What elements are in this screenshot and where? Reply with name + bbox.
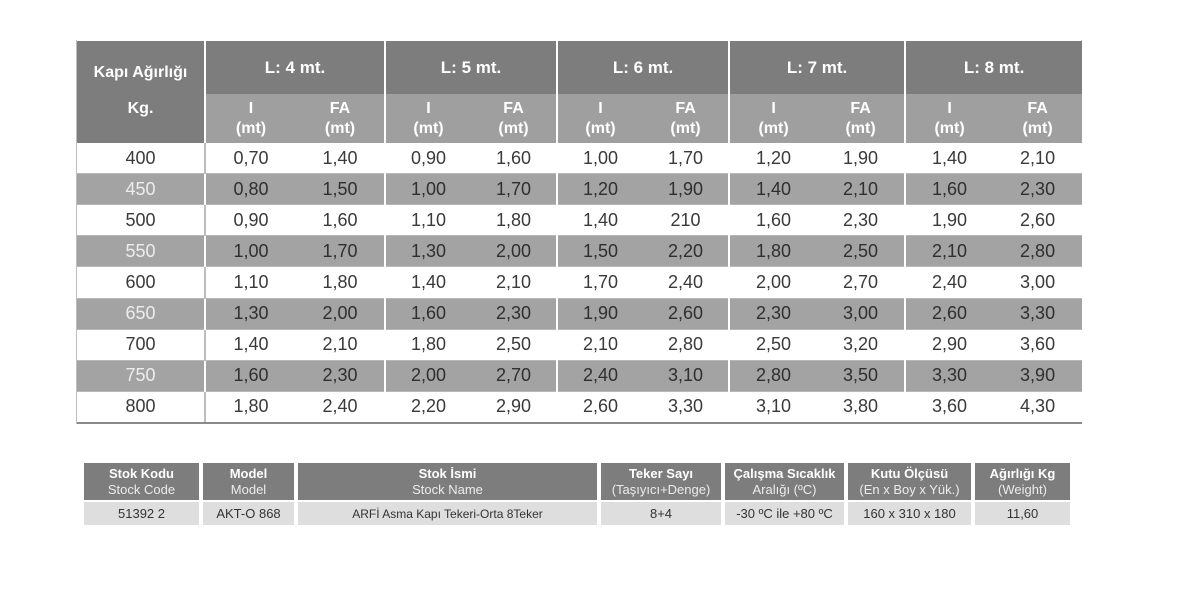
- weight-cell: 550: [77, 236, 205, 267]
- fa-value-cell: 3,50: [817, 360, 905, 391]
- i-value-cell: 1,60: [729, 205, 817, 236]
- sub-header-label: FA: [850, 99, 871, 117]
- i-value-cell: 1,80: [205, 391, 296, 423]
- i-value-cell: 1,90: [557, 298, 643, 329]
- fa-value-cell: 3,90: [993, 360, 1082, 391]
- fa-value-cell: 2,10: [817, 174, 905, 205]
- i-value-cell: 1,80: [385, 329, 471, 360]
- fa-value-cell: 3,80: [817, 391, 905, 423]
- table-row: [77, 174, 1082, 205]
- i-value-cell: 3,60: [905, 391, 993, 423]
- fa-value-cell: 210: [643, 205, 729, 236]
- sub-header-fa-l7: [817, 94, 905, 143]
- info-header-label-en: Stock Code: [107, 481, 176, 497]
- fa-value-cell: 1,70: [296, 236, 385, 267]
- fa-value-cell: 1,70: [471, 174, 557, 205]
- i-value-cell: 1,60: [905, 174, 993, 205]
- info-header-label-en: Aralığı (ºC): [752, 481, 817, 497]
- i-value-cell: 2,40: [905, 267, 993, 298]
- product-info-table: [80, 463, 1074, 525]
- i-value-cell: 1,60: [385, 298, 471, 329]
- i-value-cell: 2,20: [385, 391, 471, 423]
- load-table-body: [77, 143, 1082, 423]
- fa-value-cell: 1,90: [817, 143, 905, 174]
- i-value-cell: 1,00: [205, 236, 296, 267]
- sub-header-label: FA: [329, 99, 351, 117]
- fa-value-cell: 2,70: [471, 360, 557, 391]
- weight-cell: 400: [77, 143, 205, 174]
- fa-value-cell: 2,60: [643, 298, 729, 329]
- table-row: [77, 391, 1082, 423]
- group-header-l7: L: 7 mt.: [729, 41, 905, 94]
- sub-header-row: [77, 94, 1082, 143]
- sub-header-unit: (mt): [934, 119, 965, 137]
- i-value-cell: 1,40: [205, 329, 296, 360]
- weight-cell: 650: [77, 298, 205, 329]
- info-header-label-tr: Ağırlığı Kg: [989, 465, 1056, 481]
- i-value-cell: 0,90: [205, 205, 296, 236]
- sub-header-label: I: [426, 99, 431, 117]
- fa-value-cell: 3,00: [993, 267, 1082, 298]
- i-value-cell: 1,00: [557, 143, 643, 174]
- sub-header-unit: (mt): [758, 119, 789, 137]
- info-header-label-tr: Kutu Ölçüsü: [870, 465, 949, 481]
- sub-header-unit: (mt): [585, 119, 616, 137]
- info-header-label-en: Model: [230, 481, 267, 497]
- group-header-row: [77, 41, 1082, 94]
- model-cell: AKT-O 868: [203, 500, 294, 525]
- box-size-cell: 160 x 310 x 180: [848, 500, 971, 525]
- i-value-cell: 1,00: [385, 174, 471, 205]
- group-header-l5: L: 5 mt.: [385, 41, 557, 94]
- i-value-cell: 1,40: [905, 143, 993, 174]
- fa-value-cell: 3,60: [993, 329, 1082, 360]
- i-value-cell: 0,80: [205, 174, 296, 205]
- sub-header-label: FA: [1027, 99, 1048, 117]
- info-header-label-tr: Stok İsmi: [418, 465, 477, 481]
- info-header-label-tr: Model: [229, 465, 268, 481]
- sub-header-unit: (mt): [324, 119, 356, 137]
- info-header-label-en: Stock Name: [412, 481, 483, 497]
- sub-header-unit: (mt): [845, 119, 876, 137]
- fa-value-cell: 3,00: [817, 298, 905, 329]
- weight-cell: 600: [77, 267, 205, 298]
- group-header-l8: L: 8 mt.: [905, 41, 1082, 94]
- weight-cell: 11,60: [975, 500, 1070, 525]
- fa-value-cell: 2,40: [296, 391, 385, 423]
- i-value-cell: 2,40: [557, 360, 643, 391]
- fa-value-cell: 2,30: [296, 360, 385, 391]
- sub-header-unit: (mt): [670, 119, 701, 137]
- table-row: [77, 205, 1082, 236]
- table-row: [77, 267, 1082, 298]
- fa-value-cell: 2,90: [471, 391, 557, 423]
- sub-header-label: I: [947, 99, 952, 117]
- sub-header-fa-l4: [296, 94, 385, 143]
- fa-value-cell: 4,30: [993, 391, 1082, 423]
- i-value-cell: 3,10: [729, 391, 817, 423]
- sub-header-i-l4: [205, 94, 296, 143]
- i-value-cell: 0,70: [205, 143, 296, 174]
- sub-header-i-l5: [385, 94, 471, 143]
- table-row: [77, 236, 1082, 267]
- sub-header-label: I: [248, 99, 254, 117]
- i-value-cell: 1,60: [205, 360, 296, 391]
- i-value-cell: 1,20: [729, 143, 817, 174]
- wheel-count-cell: 8+4: [601, 500, 721, 525]
- i-value-cell: 1,30: [205, 298, 296, 329]
- fa-value-cell: 2,20: [643, 236, 729, 267]
- sub-header-label: I: [598, 99, 603, 117]
- weight-cell: 750: [77, 360, 205, 391]
- i-value-cell: 1,40: [557, 205, 643, 236]
- sub-header-unit: (mt): [413, 119, 444, 137]
- sub-header-i-l6: [557, 94, 643, 143]
- fa-value-cell: 2,30: [471, 298, 557, 329]
- door-weight-table: [77, 41, 1082, 424]
- fa-value-cell: 1,90: [643, 174, 729, 205]
- fa-value-cell: 2,80: [993, 236, 1082, 267]
- fa-value-cell: 1,60: [296, 205, 385, 236]
- sub-header-label: FA: [503, 99, 524, 117]
- fa-value-cell: 3,10: [643, 360, 729, 391]
- fa-value-cell: 2,50: [817, 236, 905, 267]
- info-header-cell: [975, 463, 1070, 500]
- info-data-row: [84, 500, 1070, 525]
- i-value-cell: 1,70: [557, 267, 643, 298]
- fa-value-cell: 3,30: [643, 391, 729, 423]
- sub-header-fa-l5: [471, 94, 557, 143]
- info-header-cell: [84, 463, 199, 500]
- door-weight-header-line2: Kg.: [127, 100, 154, 117]
- fa-value-cell: 1,40: [296, 143, 385, 174]
- info-header-label-en: (En x Boy x Yük.): [859, 481, 960, 497]
- info-header-cell: [848, 463, 971, 500]
- i-value-cell: 1,40: [385, 267, 471, 298]
- i-value-cell: 1,10: [385, 205, 471, 236]
- fa-value-cell: 2,10: [471, 267, 557, 298]
- weight-cell: 450: [77, 174, 205, 205]
- fa-value-cell: 2,30: [993, 174, 1082, 205]
- sub-header-label: FA: [675, 99, 696, 117]
- info-header-row: [84, 463, 1070, 500]
- fa-value-cell: 2,10: [993, 143, 1082, 174]
- info-header-label-en: (Taşıyıcı+Denge): [611, 481, 711, 497]
- sub-header-label: I: [771, 99, 776, 117]
- i-value-cell: 2,60: [905, 298, 993, 329]
- stock-name-cell: ARFİ Asma Kapı Tekeri-Orta 8Teker: [298, 500, 597, 525]
- sub-header-i-l7: [729, 94, 817, 143]
- group-header-l4: L: 4 mt.: [205, 41, 385, 94]
- fa-value-cell: 1,50: [296, 174, 385, 205]
- i-value-cell: 1,10: [205, 267, 296, 298]
- i-value-cell: 1,20: [557, 174, 643, 205]
- i-value-cell: 1,80: [729, 236, 817, 267]
- group-header-l6: L: 6 mt.: [557, 41, 729, 94]
- i-value-cell: 2,10: [905, 236, 993, 267]
- info-header-cell: [601, 463, 721, 500]
- fa-value-cell: 2,10: [296, 329, 385, 360]
- i-value-cell: 2,00: [385, 360, 471, 391]
- weight-cell: 500: [77, 205, 205, 236]
- fa-value-cell: 2,80: [643, 329, 729, 360]
- info-header-cell: [725, 463, 844, 500]
- door-weight-header: [77, 41, 205, 143]
- fa-value-cell: 2,30: [817, 205, 905, 236]
- fa-value-cell: 3,20: [817, 329, 905, 360]
- info-header-label-tr: Stok Kodu: [109, 465, 174, 481]
- sub-header-unit: (mt): [235, 119, 267, 137]
- sub-header-unit: (mt): [1022, 119, 1053, 137]
- fa-value-cell: 1,80: [296, 267, 385, 298]
- i-value-cell: 2,10: [557, 329, 643, 360]
- fa-value-cell: 2,50: [471, 329, 557, 360]
- info-header-cell: [203, 463, 294, 500]
- i-value-cell: 0,90: [385, 143, 471, 174]
- fa-value-cell: 2,70: [817, 267, 905, 298]
- sub-header-fa-l8: [993, 94, 1082, 143]
- door-weight-header-line1: Kapı Ağırlığı: [93, 64, 188, 81]
- info-header-cell: [298, 463, 597, 500]
- sub-header-i-l8: [905, 94, 993, 143]
- fa-value-cell: 2,60: [993, 205, 1082, 236]
- sub-header-unit: (mt): [498, 119, 529, 137]
- stock-code-cell: 51392 2: [84, 500, 199, 525]
- info-header-label-en: (Weight): [998, 481, 1047, 497]
- i-value-cell: 2,60: [557, 391, 643, 423]
- i-value-cell: 2,90: [905, 329, 993, 360]
- sub-header-fa-l6: [643, 94, 729, 143]
- i-value-cell: 3,30: [905, 360, 993, 391]
- i-value-cell: 1,50: [557, 236, 643, 267]
- table-row: [77, 329, 1082, 360]
- i-value-cell: 1,30: [385, 236, 471, 267]
- table-row: [77, 298, 1082, 329]
- weight-cell: 800: [77, 391, 205, 423]
- info-header-label-tr: Çalışma Sıcaklık: [733, 465, 836, 481]
- fa-value-cell: 3,30: [993, 298, 1082, 329]
- i-value-cell: 2,00: [729, 267, 817, 298]
- fa-value-cell: 2,40: [643, 267, 729, 298]
- table-row: [77, 360, 1082, 391]
- table-row: [77, 143, 1082, 174]
- fa-value-cell: 1,60: [471, 143, 557, 174]
- i-value-cell: 1,90: [905, 205, 993, 236]
- temperature-cell: -30 ºC ile +80 ºC: [725, 500, 844, 525]
- info-header-label-tr: Teker Sayı: [628, 465, 694, 481]
- fa-value-cell: 2,00: [296, 298, 385, 329]
- i-value-cell: 2,30: [729, 298, 817, 329]
- fa-value-cell: 1,80: [471, 205, 557, 236]
- i-value-cell: 1,40: [729, 174, 817, 205]
- i-value-cell: 2,50: [729, 329, 817, 360]
- fa-value-cell: 1,70: [643, 143, 729, 174]
- i-value-cell: 2,80: [729, 360, 817, 391]
- fa-value-cell: 2,00: [471, 236, 557, 267]
- weight-cell: 700: [77, 329, 205, 360]
